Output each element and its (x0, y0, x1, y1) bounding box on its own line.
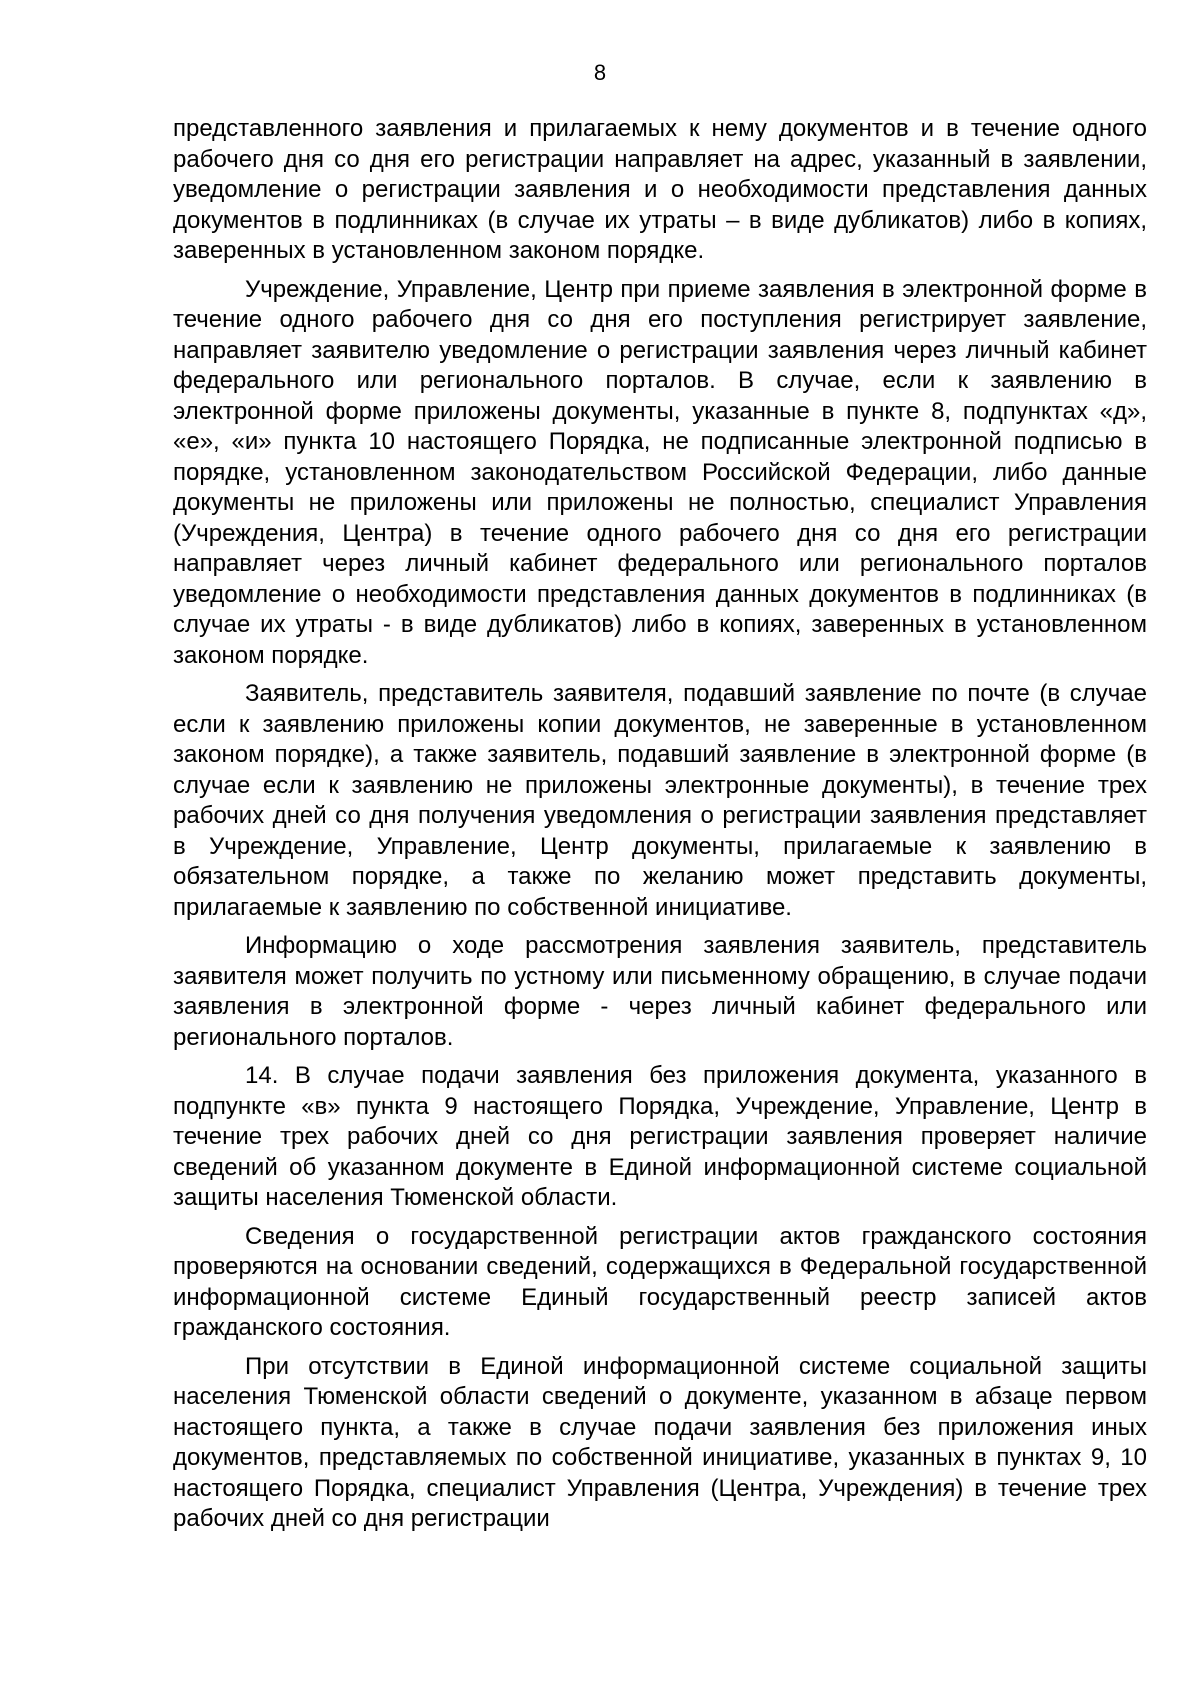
document-body (173, 114, 1147, 1543)
paragraph-applicant-documents: Заявитель, представитель заявителя, подавший заявление по почте (в случае если к заявлению приложены копии документов, не заверенные в установленном законом порядке), а также заявитель, подавший заявление в электронной форме (в случае если к заявлению не приложены электронные документы), в течение трех рабочих дней со дня получения уведомления о регистрации заявления представляет в Учреждение, Управление, Центр документы, прилагаемые к заявлению в обязательном порядке, а также по желанию может представить документы, прилагаемые к заявлению по собственной инициативе. (173, 680, 1147, 921)
paragraph-status-information: Информацию о ходе рассмотрения заявления заявитель, представитель заявителя может получить по устному или письменному обращению, в случае подачи заявления в электронной форме - через личный кабинет федерального или регионального порталов. (173, 932, 1147, 1051)
paragraph-civil-registration: Сведения о государственной регистрации актов гражданского состояния проверяются на основании сведений, содержащихся в Федеральной государственной информационной системе Единый государственный реестр записей актов гражданского состояния. (173, 1222, 1147, 1341)
paragraph-missing-information: При отсутствии в Единой информационной системе социальной защиты населения Тюменской области сведений о документе, указанном в абзаце первом настоящего пункта, а также в случае подачи заявления без приложения иных документов, представляемых по собственной инициативе, указанных в пунктах 9, 10 настоящего Порядка, специалист Управления (Центра, Учреждения) в течение трех рабочих дней со дня регистрации (173, 1352, 1147, 1532)
page-number: 8 (593, 60, 607, 85)
paragraph-item-14: 14. В случае подачи заявления без приложения документа, указанного в подпункте «в» пункта 9 настоящего Порядка, Учреждение, Управление, Центр в течение трех рабочих дней со дня регистрации заявления проверяет наличие сведений об указанном документе в Единой информационной системе социальной защиты населения Тюменской области. (173, 1062, 1147, 1211)
paragraph-electronic-application: Учреждение, Управление, Центр при приеме заявления в электронной форме в течение одного рабочего дня со дня его поступления регистрирует заявление, направляет заявителю уведомление о регистрации заявления через личный кабинет федерального или регионального порталов. В случае, если к заявлению в электронной форме приложены документы, указанные в пункте 8, подпунктах «д», «е», «и» пункта 10 настоящего Порядка, не подписанные электронной подписью в порядке, установленном законодательством Российской Федерации, либо данные документы не приложены или приложены не полностью, специалист Управления (Учреждения, Центра) в течение одного рабочего дня со дня его регистрации направляет через личный кабинет федерального или регионального порталов уведомление о необходимости представления данных документов в подлинниках (в случае их утраты - в виде дубликатов) либо в копиях, заверенных в установленном законом порядке. (173, 275, 1147, 669)
paragraph-continuation: представленного заявления и прилагаемых к нему документов и в течение одного рабочего дня со дня его регистрации направляет на адрес, указанный в заявлении, уведомление о регистрации заявления и о необходимости представления данных документов в подлинниках (в случае их утраты – в виде дубликатов) либо в копиях, заверенных в установленном законом порядке. (173, 115, 1147, 264)
